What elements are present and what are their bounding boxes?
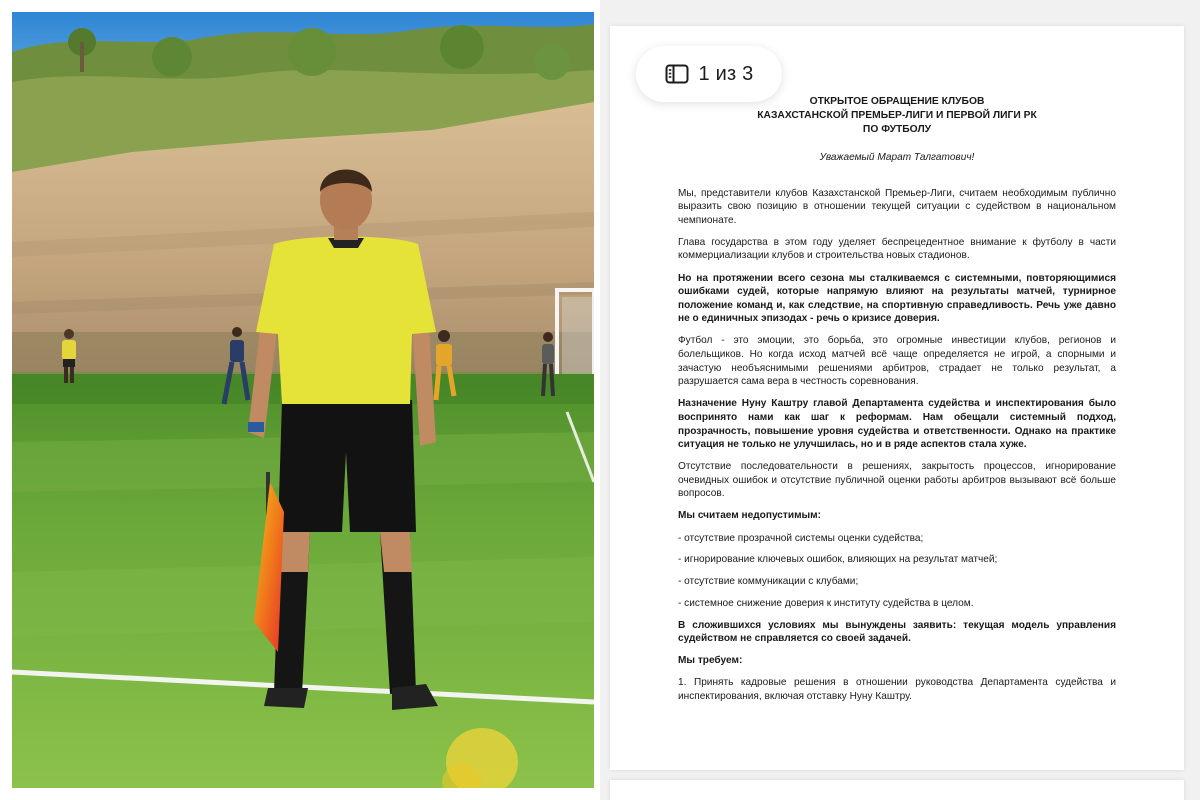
- referee-photo-illustration: [12, 12, 594, 788]
- paragraph-bold: Но на протяжении всего сезона мы сталкиваемся с системными, повторяющимися ошибками судей, которые напрямую влияют на результаты матчей, турнирное положение команд и, как следствие, на спортивную справедливость. Речь уже давно не о единичных эпизодах - речь о кризисе доверия.: [678, 272, 1116, 325]
- page-counter-label: 1 из 3: [698, 62, 754, 85]
- document-body: [678, 95, 1116, 712]
- pages-sidebar-icon: [665, 64, 689, 84]
- paragraph: 1. Принять кадровые решения в отношении руководства Департамента судейства и инспектирования, включая отставку Нуну Каштру.: [678, 677, 1116, 703]
- paragraph: Футбол - это эмоции, это борьба, это огромные инвестиции клубов, регионов и болельщиков. Но когда исход матчей всё чаще определяется не игрой, а спорными и зачастую необъяснимыми решениями арбитров, страдает не только результат, а разрушается сама вера в честность соревнования.: [678, 335, 1116, 388]
- greeting: Уважаемый Марат Талгатович!: [819, 152, 975, 163]
- paragraph: Глава государства в этом году уделяет беспрецедентное внимание к футболу в части коммерциализации клубов и строительства новых стадионов.: [678, 236, 1116, 262]
- document-viewer[interactable]: [600, 0, 1200, 800]
- title-line-1: ОТКРЫТОЕ ОБРАЩЕНИЕ КЛУБОВ: [809, 96, 985, 107]
- title-line-3: ПО ФУТБОЛУ: [862, 124, 932, 135]
- paragraph-bold: Мы считаем недопустимым:: [678, 510, 821, 522]
- title-line-2: КАЗАХСТАНСКОЙ ПРЕМЬЕР-ЛИГИ И ПЕРВОЙ ЛИГИ РК: [757, 110, 1037, 121]
- referee-photo: [12, 12, 594, 788]
- paragraph-bold: Назначение Нуну Каштру главой Департамента судейства и инспектирования было воспринято нами как шаг к реформам. Нам обещали системный подход, прозрачность, повышение уровня судейства и ответственности. Однако на практике ситуация не только не улучшилась, но и в ряде аспектов стала хуже.: [678, 398, 1116, 451]
- paragraph-bold: Мы требуем:: [678, 655, 743, 667]
- list-item: - игнорирование ключевых ошибок, влияющих на результат матчей;: [678, 554, 998, 566]
- paragraph: Отсутствие последовательности в решениях, закрытость процессов, игнорирование очевидных ошибок и отсутствие публичной оценки работы арбитров вызывают всё больше вопросов.: [678, 461, 1116, 500]
- next-document-page: [610, 780, 1184, 800]
- page-counter-button[interactable]: [636, 46, 782, 102]
- list-item: - системное снижение доверия к институту судейства в целом.: [678, 597, 974, 609]
- document-page: [610, 26, 1184, 770]
- paragraph: Мы, представители клубов Казахстанской Премьер-Лиги, считаем необходимым публично выразить свою позицию в отношении текущей ситуации с судейством в национальном чемпионате.: [678, 187, 1116, 226]
- list-item: - отсутствие коммуникации с клубами;: [678, 576, 859, 588]
- list-item: - отсутствие прозрачной системы оценки судейства;: [678, 532, 924, 544]
- paragraph-bold: В сложившихся условиях мы вынуждены заявить: текущая модель управления судейством не справляется со своей задачей.: [678, 619, 1116, 645]
